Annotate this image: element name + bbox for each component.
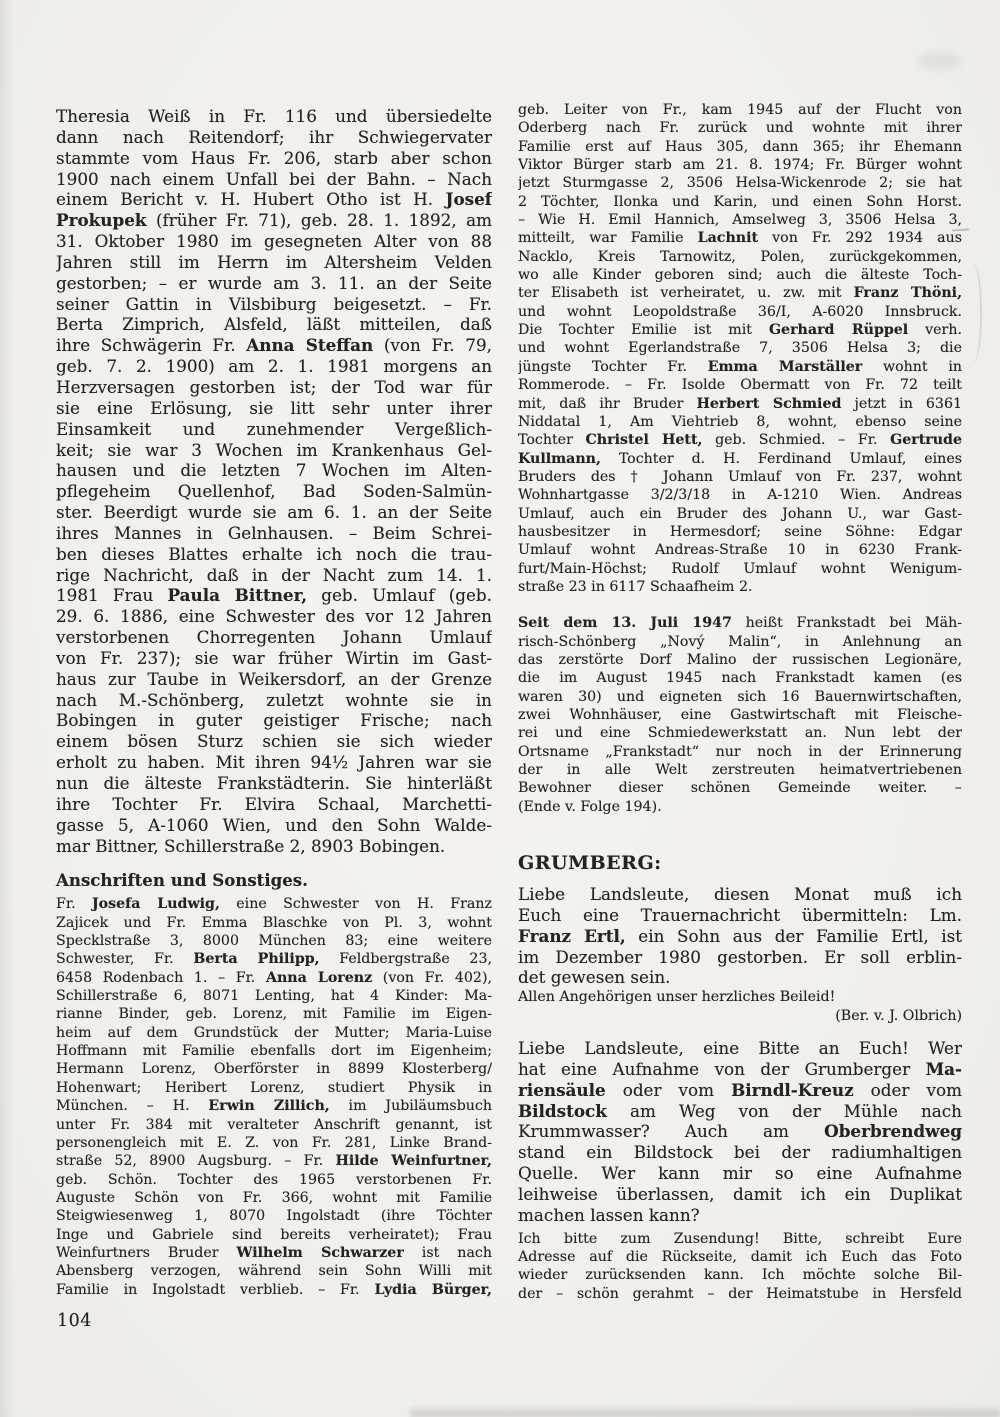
text-line: nach M.-Schönberg, zuletzt wohnte sie in [56, 689, 492, 710]
text-line: hausbesitzer in Hermesdorf; seine Söhne: Edgar [518, 523, 962, 540]
text-line: zwei Wohnhäuser, eine Gastwirtschaft mit Fleische- [518, 707, 962, 723]
text-line: Familie in Ingolstadt verblieb. – Fr. Lydia Bürger, [56, 1281, 492, 1298]
emphasized-name: Bildstock [518, 1100, 607, 1121]
text-line: Familie erst auf Haus 305, dann 365; ihr Ehemann [518, 138, 962, 155]
text-line: Kullmann, Tochter d. H. Ferdinand Umlauf, eines [518, 450, 962, 467]
text-line: (Ber. v. J. Olbrich) [835, 1007, 962, 1024]
text-line: Nacklo, Kreis Tarnowitz, Polen, zurückgekommen, [518, 248, 962, 265]
text-line: Bruders des † Johann Umlauf von Fr. 237, wohnt [518, 468, 962, 485]
text-line: keit; sie war 3 Wochen im Krankenhaus Gel- [56, 439, 492, 460]
emphasized-name: Herbert Schmied [696, 395, 842, 412]
text-line: Liebe Landsleute, eine Bitte an Euch! Wer [518, 1037, 962, 1058]
text-line: der in alle Welt zerstreuten heimatvertriebenen [518, 762, 962, 779]
text-line: Berta Zimprich, Alsfeld, läßt mitteilen, daß [56, 314, 492, 335]
text-line: ihres Mannes in Gelnhausen. – Beim Schrei- [56, 522, 492, 543]
scan-artifact-bottom-smudge [410, 1405, 1000, 1417]
text-line: Tochter Christel Hett, geb. Schmied. – Fr. Gertrude [518, 432, 962, 449]
text-line: unter Fr. 384 mit veralteter Anschrift genannt, ist [56, 1116, 492, 1133]
text-line: mit, daß ihr Bruder Herbert Schmied jetzt in 6361 [518, 395, 962, 412]
text-line: nun die älteste Frankstädterin. Sie hinterläßt [56, 773, 492, 793]
mailing-instructions-paragraph [518, 1230, 962, 1303]
text-line: straße 52, 8900 Augsburg. – Fr. Hilde Weinfurtner, [56, 1153, 492, 1170]
scan-artifact-margin-curve [966, 263, 982, 363]
text-line: straße 23 in 6117 Schaafheim 2. [518, 578, 753, 595]
emphasized-name: Gertrude [890, 432, 962, 449]
text-line: geb. Leiter von Fr., kam 1945 auf der Flucht von [518, 102, 962, 118]
emphasized-name: Josefa Ludwig, [91, 896, 220, 913]
text-line: geb. Schön. Tochter des 1965 verstorbenen Fr. [56, 1171, 492, 1188]
page-number: 104 [57, 1311, 92, 1331]
text-line: Bewohner dieser schönen Gemeinde weiter. – [518, 780, 962, 797]
emphasized-name: riensäule [518, 1079, 606, 1100]
text-line: leihweise überlassen, damit ich ein Duplikat [518, 1183, 962, 1204]
grumberg-obituary-paragraph [518, 884, 962, 988]
text-line: Quelle. Wer kann mir so eine Aufnahme [518, 1163, 962, 1184]
text-line: heim auf dem Grundstück der Mutter; Maria-Luise [56, 1024, 492, 1041]
text-line: Abensberg verzogen, während sein Sohn Willi mit [56, 1263, 492, 1280]
emphasized-name: Birndl-Kreuz [731, 1079, 854, 1100]
text-line: Ich bitte zum Zusendung! Bitte, schreibt Eure [518, 1230, 962, 1247]
emphasized-name: Anna Steffan [246, 335, 374, 356]
emphasized-name: Hilde Weinfurtner, [335, 1153, 492, 1170]
text-line: hat eine Aufnahme von der Grumberger Ma- [518, 1058, 962, 1079]
text-line: wieder zurücksenden kann. Ich möchte solche Bil- [518, 1267, 962, 1284]
text-line: der – schön gerahmt – der Heimatstube in Hersfeld [518, 1285, 962, 1302]
emphasized-name: Lachnit [697, 230, 759, 247]
text-line: stammte vom Haus Fr. 206, starb aber schon [56, 147, 492, 168]
emphasized-name: Christel Hett, [585, 432, 703, 449]
text-line: Oderberg nach Fr. zurück und wohnte mit ihrer [518, 120, 962, 137]
text-line: Auguste Schön von Fr. 366, wohnt mit Familie [56, 1189, 492, 1206]
text-line: ster. Beerdigt wurde sie am 6. 1. an der Seite [56, 502, 492, 523]
text-line: im Dezember 1980 gestorben. Er soll erblin- [518, 946, 962, 967]
text-line: risch-Schönberg „Nový Malin“, in Anlehnung an [518, 633, 962, 650]
addresses-paragraph [56, 895, 492, 1299]
text-line: und wohnt Leopoldstraße 36/I, A-6020 Innsbruck. [518, 303, 962, 320]
text-line: Einsamkeit und zunehmender Vergeßlich- [56, 418, 492, 439]
text-line: verstorbenen Chorregenten Johann Umlauf [56, 627, 492, 648]
condolence-note [518, 988, 962, 1025]
text-line: Hoffmann mit Familie ebenfalls dort im Eigenheim; [56, 1043, 492, 1060]
text-line: Zajicek und Fr. Emma Blaschke von Pl. 3, wohnt [56, 914, 492, 931]
text-line: ben dieses Blattes erhalte ich noch die trau- [56, 543, 492, 564]
text-line: einem Bericht v. H. Hubert Otho ist H. Josef [56, 189, 492, 210]
text-line: Niddatal 1, Am Viehtrieb 8, wohnt, ebenso seine [518, 413, 962, 430]
text-line: gestorben; – er wurde am 3. 11. an der Seite [56, 272, 492, 293]
text-line: einem bösen Sturz schien sie sich wieder [56, 731, 492, 752]
text-line: Prokupek (früher Fr. 71), geb. 28. 1. 1892, am [56, 210, 492, 231]
text-line: Allen Angehörigen unser herzliches Beileid! [518, 989, 836, 1006]
photo-request-paragraph [518, 1038, 962, 1226]
text-line: stand ein Bildstock bei der radiumhaltigen [518, 1142, 962, 1163]
text-line: rianne Binder, geb. Lorenz, mit Familie im Eigen- [56, 1006, 492, 1023]
text-line: ihre Tochter Fr. Elvira Schaal, Marchetti- [56, 793, 492, 814]
emphasized-name: Prokupek [56, 210, 147, 231]
text-line: Wohnhartgasse 3/2/3/18 in A-1210 Wien. Andreas [518, 487, 962, 504]
addresses-continued-paragraph [518, 101, 962, 596]
text-line: 31. Oktober 1980 im gesegneten Alter von 88 [56, 231, 492, 252]
text-line: 1900 nach einem Unfall bei der Bahn. – Nach [56, 168, 492, 189]
text-line: pflegeheim Quellenhof, Bad Soden-Salmün- [56, 481, 492, 502]
text-line: Rommerode. – Fr. Isolde Obermatt von Fr. 72 teilt [518, 377, 962, 394]
text-line: waren 30) und eigneten sich 16 Bauernwirtschaften, [518, 688, 962, 705]
text-line: das zerstörte Dorf Malino der russischen Legionäre, [518, 651, 962, 668]
text-line: Bobingen in guter geistiger Frische; nach [56, 710, 492, 731]
emphasized-name: Ma- [925, 1058, 962, 1079]
text-line: 2 Töchter, Ilonka und Karin, und einen Sohn Horst. [518, 193, 962, 210]
text-line: Fr. Josefa Ludwig, eine Schwester von H. Franz [56, 896, 492, 913]
text-line: sie eine Erlösung, sie litt sehr unter ihrer [56, 397, 492, 418]
text-line: furt/Main-Höchst; Rudolf Umlauf wohnt Wenigum- [518, 560, 962, 577]
text-line: 6458 Rodenbach 1. – Fr. Anna Lorenz (von Fr. 402), [56, 969, 492, 986]
emphasized-name: Kullmann, [518, 450, 601, 467]
text-line: Liebe Landsleute, diesen Monat muß ich [518, 884, 962, 905]
text-line: Umlauf, auch ein Bruder des Johann U., war Gast- [518, 505, 962, 522]
text-line: Umlauf wohnt Andreas-Straße 10 in 6230 Frank- [518, 542, 962, 559]
emphasized-name: Gerhard Rüppel [768, 322, 909, 339]
text-line: gasse 5, A-1060 Wien, und den Sohn Walde- [56, 814, 492, 835]
text-line: personengleich mit E. Z. von Fr. 281, Linke Brand- [56, 1134, 492, 1151]
text-line: Ortsname „Frankstadt“ nur noch in der Erinnerung [518, 743, 962, 760]
text-line: jetzt Sturmgasse 2, 3506 Helsa-Wickenrode 2; sie hat [518, 175, 962, 192]
text-line: det gewesen sein. [518, 967, 671, 988]
text-line: haus zur Taube in Weikersdorf, an der Grenze [56, 668, 492, 689]
text-line: dann nach Reitendorf; ihr Schwiegervater [56, 126, 492, 147]
text-line: Hermann Lorenz, Oberförster in 8899 Klosterberg/ [56, 1061, 492, 1078]
emphasized-name: Wilhelm Schwarzer [236, 1244, 404, 1261]
text-line: Viktor Bürger starb am 21. 8. 1974; Fr. Bürger wohnt [518, 157, 962, 174]
text-line: Herzversagen gestorben ist; der Tod war für [56, 376, 492, 397]
text-line: Adresse auf die Rückseite, damit ich Euch das Foto [518, 1248, 962, 1265]
text-line: jüngste Tochter Fr. Emma Marställer wohnt in [518, 358, 962, 375]
text-line: erholt zu haben. Mit ihren 94½ Jahren war sie [56, 752, 492, 773]
scan-gutter-shadow [0, 0, 14, 1417]
emphasized-name: Erwin Zillich, [208, 1098, 330, 1115]
text-line: Seit dem 13. Juli 1947 heißt Frankstadt bei Mäh- [518, 615, 962, 632]
emphasized-name: Paula Bittner, [167, 585, 308, 606]
text-line: und wohnt Egerlandstraße 7, 3506 Helsa 3; die [518, 340, 962, 357]
text-line: wo alle Kinder geboren sind; auch die älteste Toch- [518, 267, 962, 284]
text-line: mitteilt, war Familie Lachnit von Fr. 292 1934 aus [518, 230, 962, 247]
text-line: Schillerstraße 6, 8071 Lenting, hat 4 Kinder: Ma- [56, 988, 492, 1005]
text-line: (Ende v. Folge 194). [518, 798, 662, 815]
emphasized-name: Franz Thöni, [853, 285, 962, 302]
heading-grumberg: GRUMBERG: [518, 852, 662, 875]
emphasized-name: Lydia Bürger, [374, 1281, 492, 1298]
emphasized-name: Franz Ertl, [518, 925, 626, 946]
text-line: rige Nachricht, daß in der Nacht zum 14. 1. [56, 564, 492, 585]
text-line: Euch eine Trauernachricht übermitteln: Lm. [518, 904, 962, 925]
text-line: Specklstraße 3, 8000 München 83; eine weitere [56, 933, 492, 950]
text-line: Die Tochter Emilie ist mit Gerhard Rüppel verh. [518, 322, 962, 339]
text-line: München. – H. Erwin Zillich, im Jubiläumsbuch [56, 1098, 492, 1115]
text-line: ter Elisabeth ist verheiratet, u. zw. mit Franz Thöni, [518, 285, 962, 302]
emphasized-name: Josef [445, 189, 492, 210]
text-line: Bildstock am Weg von der Mühle nach [518, 1100, 962, 1121]
text-line: Weinfurtners Bruder Wilhelm Schwarzer ist nach [56, 1244, 492, 1261]
emphasized-name: Oberbrendweg [824, 1121, 962, 1142]
text-line: ihre Schwägerin Fr. Anna Steffan (von Fr. 79, [56, 335, 492, 356]
text-line: rei und eine Schmiedewerkstatt an. Nun lebt der [518, 725, 962, 742]
emphasized-name: Anna Lorenz [265, 969, 373, 986]
emphasized-name: Seit dem 13. Juli 1947 [518, 615, 732, 632]
scan-artifact-top-smudge [918, 52, 962, 70]
right-column [518, 101, 962, 1303]
text-line: von Fr. 237); sie war früher Wirtin im Gast- [56, 647, 492, 668]
frankstadt-renaming-paragraph [518, 614, 962, 816]
text-line: 1981 Frau Paula Bittner, geb. Umlauf (geb. [56, 585, 492, 606]
emphasized-name: Berta Philipp, [193, 951, 320, 968]
text-line: die im August 1945 nach Frankstadt kamen (es [518, 670, 962, 687]
text-line: Hohenwart; Heribert Lorenz, studiert Physik in [56, 1079, 492, 1096]
emphasized-name: Emma Marställer [707, 358, 863, 375]
text-line: – Wie H. Emil Hannich, Amselweg 3, 3506 Helsa 3, [518, 212, 962, 229]
text-line: machen lassen kann? [518, 1204, 700, 1225]
text-line: mar Bittner, Schillerstraße 2, 8903 Bobingen. [56, 835, 446, 856]
text-line: Schwester, Fr. Berta Philipp, Feldbergstraße 23, [56, 951, 492, 968]
obituary-paragraph [56, 106, 492, 856]
text-line: Franz Ertl, ein Sohn aus der Familie Ertl, ist [518, 925, 962, 946]
text-line: riensäule oder vom Birndl-Kreuz oder vom [518, 1079, 962, 1100]
text-line: hausen und die letzten 7 Wochen im Alten- [56, 460, 492, 481]
text-line: 29. 6. 1886, eine Schwester des vor 12 Jahren [56, 606, 492, 627]
text-line: Krummwasser? Auch am Oberbrendweg [518, 1121, 962, 1142]
text-line: geb. 7. 2. 1900) am 2. 1. 1981 morgens an [56, 356, 492, 377]
heading-anschriften: Anschriften und Sonstiges. [56, 870, 308, 891]
text-line: seiner Gattin in Vilsbiburg beigesetzt. – Fr. [56, 293, 492, 314]
text-line: Theresia Weiß in Fr. 116 und übersiedelte [56, 106, 492, 126]
text-line: Steigwiesenweg 1, 8070 Ingolstadt (ihre Töchter [56, 1208, 492, 1225]
left-column [56, 106, 492, 1299]
text-line: Jahren still im Herrn im Altersheim Velden [56, 251, 492, 272]
text-line: Inge und Gabriele sind bereits verheiratet); Frau [56, 1226, 492, 1243]
